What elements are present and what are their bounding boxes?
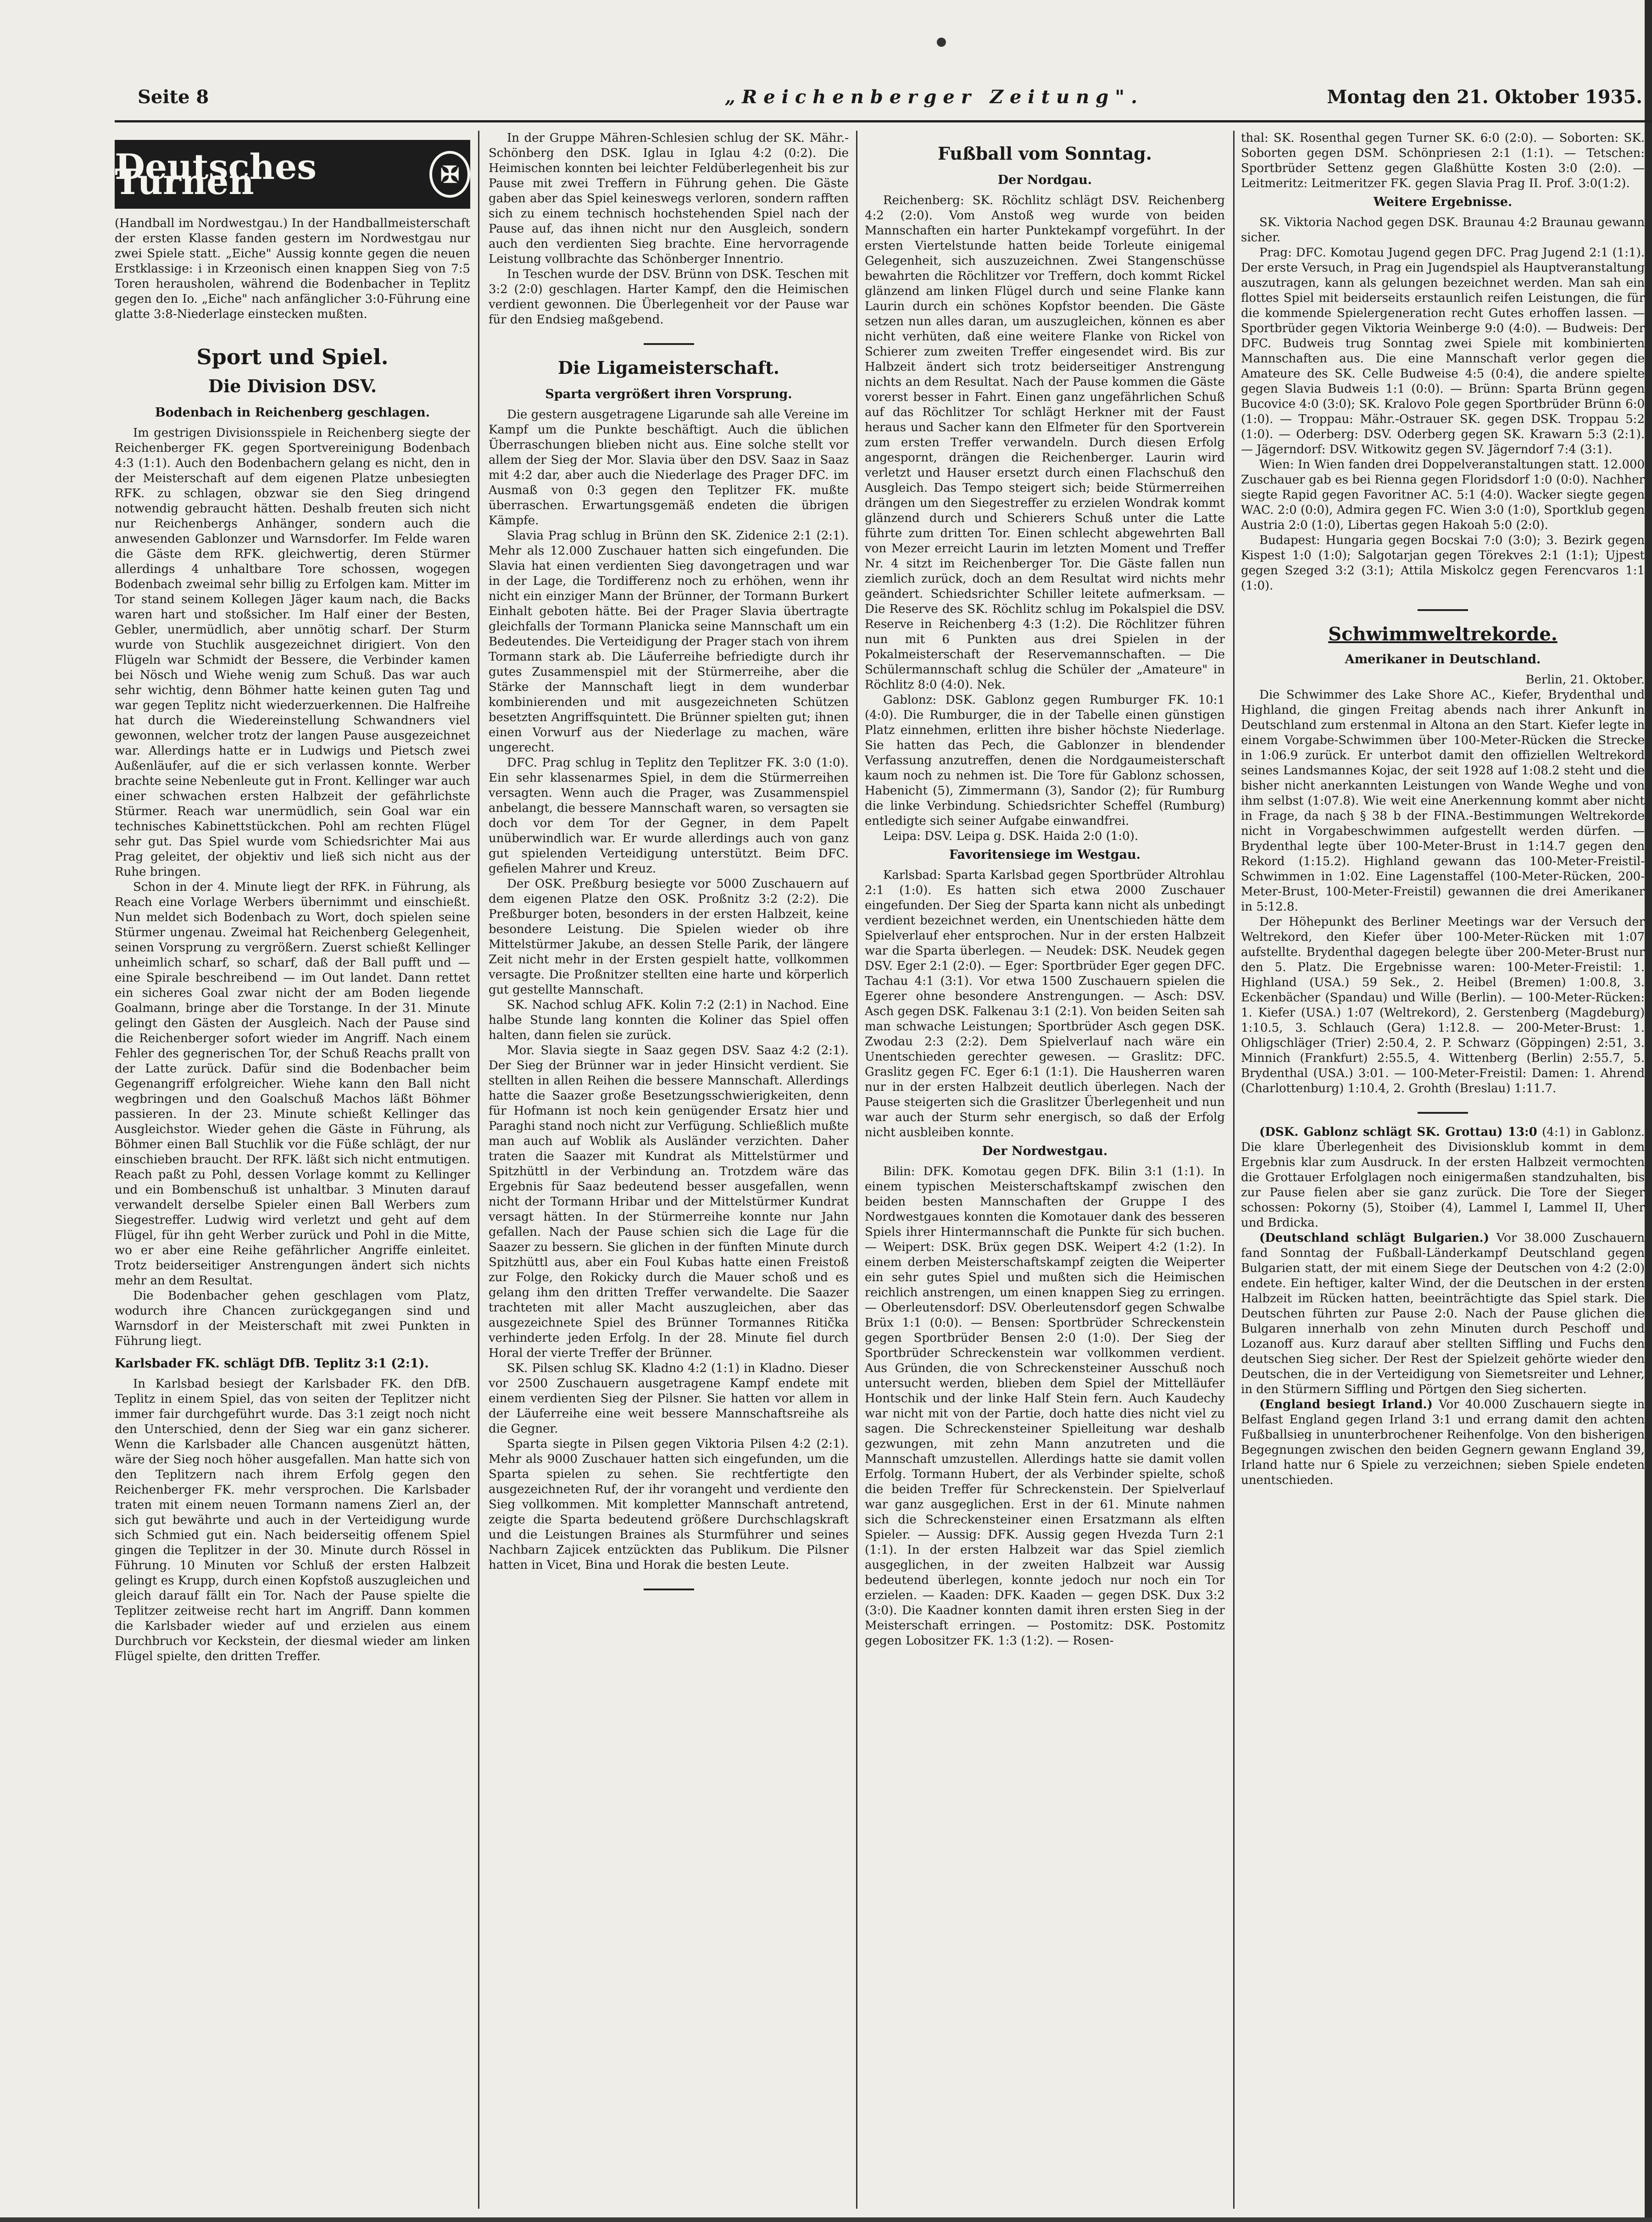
article-paragraph: SK. Nachod schlug AFK. Kolin 7:2 (2:1) in Nachod. Eine halbe Stunde lang konnten die Koliner das Spiel offen halten, dann fielen sie zurück. <box>489 998 849 1042</box>
newspaper-title: „Reichenberger Zeitung". <box>725 86 1144 108</box>
separator-rule <box>644 343 694 345</box>
article-paragraph: Bilin: DFK. Komotau gegen DFK. Bilin 3:1 (1:1). In einem typischen Meisterschaftskampf zwischen den beiden besten Mannschaften der Gruppe I des Nordwestgaues konnten die Komotauer dank des besseren Spiels ihrer Hintermannschaft die Punkte für sich buchen. — Weipert: DSK. Brüx gegen DSK. Weipert 4:2 (1:2). In einem derben Meisterschaftskampf zeigten die Weiperter ein sehr gutes Spiel und mußten sich die Heimischen reichlich anstrengen, um einen knappen Sieg zu erringen. — Oberleutensdorf: DSV. Oberleutensdorf gegen Schwalbe Brüx 1:1 (0:0). — Bensen: Sportbrüder Schreckenstein gegen Sportbrüder Bensen 2:0 (1:0). Der Sieg der Sportbrüder Schreckenstein war vollkommen verdient. Aus Gründen, die von Schreckensteiner Ausschuß noch untersucht werden, blieben dem Spiel der Mittelläufer Hontschik und der linke Half Stein fern. Auch Kaudechy war nicht mit von der Partie, doch hatte dies nicht viel zu sagen. Die Schreckensteiner Spielleitung war deshalb gezwungen, mit zehn Mann anzutreten und die Mannschaft umzustellen. Allerdings hatte sie damit vollen Erfolg. Tormann Hubert, der als Verbinder spielte, schoß die beiden Treffer für Schreckenstein. Der Spielverlauf war ganz ausgeglichen. Erst in der 61. Minute nahmen sich die Schreckensteiner einen Ersatzmann als elften Spieler. — Aussig: DFK. Aussig gegen Hvezda Turn 2:1 (1:1). In der ersten Halbzeit war das Spiel ziemlich ausgeglichen, in der zweiten Halbzeit war Aussig bedeutend überlegen, konnte jedoch nur noch ein Tor erzielen. — Kaaden: DFK. Kaaden — gegen DSK. Dux 3:2 (3:0). Die Kaadner konnten damit ihren ersten Sieg in der Meisterschaft erringen. — Postomitz: DSK. Postomitz gegen Lobositzer FK. 1:3 (1:2). — Rosen- <box>865 1165 1225 1648</box>
masthead-rule <box>115 120 1652 122</box>
article-paragraph: Im gestrigen Divisionsspiele in Reichenberg siegte der Reichenberger FK. gegen Sportvereinigung Bodenbach 4:3 (1:1). Auch den Bodenbachern gelang es nicht, den in der Meisterschaft auf dem eigenen Platze unbesiegten RFK. zu schlagen, obzwar sie den Sieg dringend notwendig gebraucht hätten. Deshalb freuten sich nicht nur Reichenbergs Anhänger, sondern auch die anwesenden Gablonzer und Warnsdorfer. Im Felde waren die Gäste dem RFK. gleichwertig, deren Stürmer allerdings 4 unhaltbare Tore schossen, wogegen Bodenbach zweimal sehr billig zu Erfolgen kam. Mitter im Tor stand seinem Kollegen Jäger kaum nach, die Backs waren hart und stoßsicher. Im Half einer der Besten, Gebler, unermüdlich, aber unnötig scharf. Der Sturm wurde von Stuchlik ausgezeichnet dirigiert. Von den Flügeln war Schmidt der Bessere, die Verbinder kamen bei Nösch und Wiehe wenig zum Schuß. Das war auch sehr wichtig, denn Böhmer hatte keinen guten Tag und war gegen Teplitz nicht wiederzuerkennen. Die Halfreihe hat durch die Wiedereinstellung Schwandners viel gewonnen, welcher trotz der langen Pause ausgezeichnet war. Allerdings hatte er in Ludwigs und Pietsch zwei Außenläufer, auf die er sich verlassen konnte. Werber brachte seine Nebenleute gut in Front. Kellinger war auch einer schwachen ersten Halbzeit der gefährlichste Stürmer. Reach war unermüdlich, sein Goal war ein technisches Kabinettstückchen. Pohl am rechten Flügel sehr gut. Das Spiel wurde vom Schiedsrichter Mai aus Prag geleitet, der objektiv und ließ sich nicht aus der Ruhe bringen. <box>115 426 470 879</box>
column-4 <box>1241 131 1645 2195</box>
separator-rule <box>644 1589 694 1590</box>
column-divider <box>478 131 479 2209</box>
article-paragraph: Budapest: Hungaria gegen Bocskai 7:0 (3:0); 3. Bezirk gegen Kispest 1:0 (1:0); Salgotarjan gegen Törekves 2:1 (1:1); Ujpest gegen Szeged 3:2 (3:1); Attila Miskolcz gegen Ferencvaros 1:1 (1:0). <box>1241 533 1645 593</box>
article-paragraph: Leipa: DSV. Leipa g. DSK. Haida 2:0 (1:0). <box>883 829 1139 843</box>
article-paragraph: In Teschen wurde der DSV. Brünn von DSK. Teschen mit 3:2 (2:0) geschlagen. Harter Kampf, den die Heimischen verdient gewonnen. Die Überlegenheit vor der Pause war für den Endsieg maßgebend. <box>489 267 849 327</box>
article-paragraph: thal: SK. Rosenthal gegen Turner SK. 6:0 (2:0). — Soborten: SK. Soborten gegen DSM. Schönpriesen 2:1 (1:1). — Tetschen: Sportbrüder Settenz gegen Glaßhütte Kosten 3:0 (2:0). — Leitmeritz: Leitmeritzer FK. gegen Slavia Prag II. Prof. 3:0(1:2). <box>1241 131 1645 190</box>
masthead <box>138 86 1642 118</box>
banner-title: Deutsches Turnen <box>115 146 317 202</box>
schwimm-subtitle: Amerikaner in Deutschland. <box>1345 652 1541 667</box>
column-1 <box>115 131 470 2195</box>
division-title: Die Division DSV. <box>208 376 377 396</box>
article-paragraph: Slavia Prag schlug in Brünn den SK. Zidenice 2:1 (2:1). Mehr als 12.000 Zuschauer hatten sich eingefunden. Die Slavia hat einen verdienten Sieg davongetragen und war in der Lage, die Tordifferenz noch zu erhöhen, wenn ihr nicht ein einziger Mann der Brünner, der Tormann Burkert Einhalt geboten hätte. Bei der Prager Slavia übertragte gleichfalls der Tormann Planicka seine Mannschaft um ein Bedeutendes. Die Verteidigung der Prager stach von ihrem Tormann stark ab. Die Läuferreihe befriedigte durch ihr gutes Zusammenspiel mit der Stürmerreihe, aber die Stärke der Mannschaft liegt in dem wunderbar kombinierenden und mit ausgezeichneten Schützen besetzten Angriffsquintett. Die Brünner spielten gut; ihnen einen Vorwurf aus der Niederlage zu machen, wäre ungerecht. <box>489 529 849 755</box>
article-paragraph: Der OSK. Preßburg besiegte vor 5000 Zuschauern auf dem eigenen Platze den OSK. Proßnitz 3:2 (2:2). Die Preßburger boten, besonders in der ersten Halbzeit, keine besondere Leistung. Die Spielen wieder ob ihre Mittelstürmer Jakube, an dessen Stelle Parik, der längere Zeit nicht mehr in der Ersten gespielt hatte, vollkommen versagte. Die Proßnitzer stellten eine harte und körperlich gut gestellte Mannschaft. <box>489 877 849 997</box>
liga-subtitle: Sparta vergrößert ihren Vorsprung. <box>545 387 792 401</box>
article-paragraph: Gablonz: DSK. Gablonz gegen Rumburger FK. 10:1 (4:0). Die Rumburger, die in der Tabelle einen günstigen Platz einnehmen, erlitten ihre bisher höchste Niederlage. Sie hatten das Pech, die Gablonzer in blendender Verfassung anzutreffen, denen die Nordgaumeisterschaft kaum noch zu nehmen ist. Die Tore für Gablonz schossen, Habenicht (5), Zimmermann (3), Sandor (2); für Rumburg die linke Verbindung. Schiedsrichter Scheffel (Rumburg) entledigte sich seiner Aufgabe einwandfrei. <box>865 693 1225 828</box>
article-paragraph: Reichenberg: SK. Röchlitz schlägt DSV. Reichenberg 4:2 (2:0). Vom Anstoß weg wurde von beiden Mannschaften ein harter Punktekampf vorgeführt. In der ersten Viertelstunde hatten beide Torleute einigemal Gelegenheit, sich auszuzeichnen. Zwei Stangenschüsse bewahrten die Röchlitzer vor Treffern, doch kommt Rickel glänzend am linken Flügel durch und seine Flanke kann Laurin durch ein schönes Kopfstor beenden. Die Gäste setzen nun alles daran, um auszugleichen, können es aber nicht verhüten, daß eine weitere Flanke von Rickel von Schierer zum zweiten Treffer eingesendet wird. Bis zur Halbzeit ändert sich trotz beiderseitiger Anstrengung nichts an dem Resultat. Nach der Pause kommen die Gäste vorerst besser in Fahrt. Einen ganz ungefährlichen Schuß auf das Röchlitzer Tor schlägt Herkner mit der Faust heraus und Sacher kann den Elfmeter für den Sportverein zum ersten Treffer verwandeln. Durch diesen Erfolg angespornt, drängen die Reichenberger. Laurin wird verletzt und Hauser ersetzt durch einen Flachschuß den Ausgleich. Das Tempo steigert sich; beide Stürmerreihen drängen um den Siegestreffer zu erzielen Wondrak kommt glänzend durch und Schierers Schuß unter die Latte führte zum dritten Tor. Einen schlecht abgewehrten Ball von Mezer erreicht Laurin im letzten Moment und Treffer Nr. 4 sitzt im Reichenberger Tor. Die Gäste fallen nun ziemlich zurück, doch an dem Resultat wird nichts mehr geändert. Schiedsrichter Schiller leitete aufmerksam. — Die Reserve des SK. Röchlitz schlug im Pokalspiel die DSV. Reserve in Reichenberg 4:3 (1:2). Die Röchlitzer führen nun mit 6 Punkten aus drei Spielen in der Pokalmeisterschaft der Reservemannschaften. — Die Schülermannschaft schlug die Schüler der „Amateure" in Röchlitz 8:0 (4:0). Nek. <box>865 194 1225 692</box>
page-number: Seite 8 <box>138 86 209 108</box>
brief-headline: (Deutschland schlägt Bulgarien.) <box>1259 1231 1490 1245</box>
article-paragraph: Die Bodenbacher gehen geschlagen vom Platz, wodurch ihre Chancen zurückgegangen sind und Warnsdorf in der Meisterschaft mit zwei Punkten in Führung liegt. <box>115 1289 470 1348</box>
turnen-banner <box>115 140 470 209</box>
scan-edge-bottom <box>0 2217 1652 2222</box>
article-paragraph: Sparta siegte in Pilsen gegen Viktoria Pilsen 4:2 (2:1). Mehr als 9000 Zuschauer hatten sich eingefunden, um die Sparta spielen zu sehen. Sie rechtfertigte den ausgezeichneten Ruf, der ihr vorangeht und verdiente den Sieg vollkommen. Mit kompletter Mannschaft antretend, zeigte die Sparta bedeutend größere Durchschlagskraft und die Leistungen Braines als Sturmführer und seines Nachbarn Zajicek entzückten das Publikum. Die Pilsner hatten in Vicet, Bina und Horak die besten Leute. <box>489 1437 849 1572</box>
brief-text: (4:1) in Gablonz. Die klare Überlegenheit des Divisionsklub kommt in dem Ergebnis klar zum Ausdruck. In der ersten Halbzeit vermochten die Grottauer Erfolglagen noch einigermaßen standzuhalten, bis zur Pause fielen aber sie ganz zurück. Die Tore der Sieger schossen: Pokorny (5), Stoiber (4), Lammel I, Lammel II, Uher und Brdicka. <box>1241 1125 1645 1230</box>
weitere-subtitle: Weitere Ergebnisse. <box>1373 195 1513 209</box>
article-paragraph: SK. Pilsen schlug SK. Kladno 4:2 (1:1) in Kladno. Dieser vor 2500 Zuschauern ausgetragene Kampf endete mit einem verdienten Sieg der Pilsner. Sie hatten vor allem in der Läuferreihe eine weit bessere Mannschaftsreihe als die Gegner. <box>489 1361 849 1436</box>
article-paragraph: Karlsbad: Sparta Karlsbad gegen Sportbrüder Altrohlau 2:1 (1:0). Es hatten sich etwa 2000 Zuschauer eingefunden. Der Sieg der Sparta kann nicht als unbedingt verdient bezeichnet werden, ein Unentschieden hätte dem Spielverlauf eher entsprochen. Nur in der ersten Halbzeit war die Sparta überlegen. — Neudek: DSK. Neudek gegen DSV. Eger 2:1 (2:0). — Eger: Sportbrüder Eger gegen DFC. Tachau 4:1 (3:1). Vor etwa 1500 Zuschauern spielen die Egerer ohne besondere Anstrengungen. — Asch: DSV. Asch gegen DSK. Falkenau 3:1 (2:1). Von beiden Seiten sah man schwache Leistungen; Sportbrüder Asch gegen DSK. Zwodau 2:3 (2:2). Dem Spielverlauf nach wäre ein Unentschieden gerechter gewesen. — Graslitz: DFC. Graslitz gegen FC. Eger 6:1 (1:1). Die Hausherren waren nur in der ersten Halbzeit deutlich überlegen. Nach der Pause steigerten sich die Graslitzer Überlegenheit und nun war auch der Sturm sehr energisch, so daß der Erfolg nicht ausbleiben konnte. <box>865 868 1225 1139</box>
separator-rule <box>1418 1112 1468 1114</box>
article-paragraph: Die gestern ausgetragene Ligarunde sah alle Vereine im Kampf um die Punkte beschäftigt. Auch die üblichen Überraschungen blieben nicht aus. Eine solche stellt vor allem der Sieg der Mor. Slavia über den DSV. Saaz in Saaz mit 4:2 dar, aber auch die Niederlage des Prager DFC. im Ausmaß von 0:3 gegen den Teplitzer FK. mußte überraschen. Erwartungsgemäß endeten die übrigen Kämpfe. <box>489 408 849 528</box>
column-2 <box>489 131 849 2195</box>
article-paragraph: Die Schwimmer des Lake Shore AC., Kiefer, Brydenthal und Highland, die gingen Freitag abends nach ihrer Ankunft in Deutschland zum erstenmal in Altona an den Start. Kiefer legte in einem Vorgabe-Schwimmen über 100-Meter-Rücken die Strecke in 1:06.9 zurück. Er unterbot damit den offiziellen Weltrekord seines Landsmannes Kojac, der seit 1928 auf 1:08.2 steht und die bisher nicht anerkannten Leistungen von Wande Weghe und von ihm selbst (1:07.8). Wie weit eine Anerkennung kommt aber nicht in Frage, da nach § 38 b der FINA.-Bestimmungen Weltrekorde nicht in Vorgabeschwimmen aufgestellt werden dürfen. — Brydenthal legte über 100-Meter-Brust in 1:14.7 gegen den Rekord (1:15.2). Highland gewann das 100-Meter-Freistil-Schwimmen in 1:02. Eine Lagenstaffel (100-Meter-Rücken, 200-Meter-Brust, 100-Meter-Freistil) gewannen die drei Amerikaner in 5:12.8. <box>1241 688 1645 914</box>
section-title: Sport und Spiel. <box>196 344 389 369</box>
article-paragraph: In der Gruppe Mähren-Schlesien schlug der SK. Mähr.-Schönberg den DSK. Iglau in Iglau 4:2 (0:2). Die Heimischen konnten bei leichter Feldüberlegenheit bis zur Pause mit zwei Treffern in Führung gehen. Die Gäste gaben aber das Spiel keineswegs verloren, sondern rafften sich zu einem technisch hochstehenden Spiel nach der Pause auf, das ihnen nicht nur den Ausgleich, sondern auch den verdienten Sieg brachte. Eine hervorragende Leistung vollbrachte das Schönberger Innentrio. <box>489 131 849 266</box>
article-paragraph: SK. Viktoria Nachod gegen DSK. Braunau 4:2 Braunau gewann sicher. <box>1241 216 1645 244</box>
punch-hole <box>937 38 946 47</box>
liga-title: Die Ligameisterschaft. <box>557 357 779 378</box>
scan-edge-right <box>1645 0 1652 2222</box>
column-divider <box>856 131 857 2209</box>
dateline: Berlin, 21. Oktober. <box>1525 673 1645 687</box>
separator-rule <box>1418 609 1468 611</box>
article-paragraph: Wien: In Wien fanden drei Doppelveranstaltungen statt. 12.000 Zuschauer gab es bei Rienna gegen Floridsdorf 1:0 (0:0). Nachher siegte Rapid gegen Favoritner AC. 5:1 (4:0). Wacker siegte gegen WAC. 2:0 (0:0), Admira gegen FC. Wien 3:0 (1:0), Sportklub gegen Austria 2:0 (1:0), Libertas gegen Hakoah 5:0 (2:0). <box>1241 458 1645 532</box>
article-paragraph: DFC. Prag schlug in Teplitz den Teplitzer FK. 3:0 (1:0). Ein sehr klassenarmes Spiel, in dem die Stürmerreihen versagten. Wenn auch die Prager, was Zusammenspiel anbelangt, die bessere Mannschaft waren, so versagten sie doch vor dem Tor der Gegner, in dem Papelt unüberwindlich war. Er wurde allerdings auch von ganz gut spielenden Verteidigung unterstützt. Beim DFC. gefielen Mahrer und Kreuz. <box>489 756 849 876</box>
fussball-title: Fußball vom Sonntag. <box>938 143 1152 164</box>
article-paragraph: Schon in der 4. Minute liegt der RFK. in Führung, als Reach eine Vorlage Werbers übernimmt und einschießt. Nun meldet sich Bodenbach zu Wort, doch spielen seine Stürmer ungenau. Zweimal hat Reichenberg Gelegenheit, seinen Vorsprung zu vergrößern. Zuerst schießt Kellinger unheimlich scharf, so scharf, daß der Ball pufft und — eine Spirale beschreibend — im Out landet. Dann rettet ein sicheres Goal zwar nicht der am Boden liegende Goalmann, bringe aber die Torstange. In der 31. Minute gelingt den Gästen der Ausgleich. Nach der Pause sind die Reichenberger sofort wieder im Angriff. Nach einem Fehler des gegnerischen Tor, der Schuß Reachs prallt von der Latte zurück. Dafür sind die Bodenbacher beim Gegenangriff erfolgreicher. Wiehe kann den Ball nicht wegbringen und den Goalschuß Machos läßt Böhmer passieren. In der 23. Minute schießt Kellinger das Ausgleichstor. Wieder gehen die Gäste in Führung, als Böhmer einen Ball Stuchlik vor die Füße schlägt, der nur einschieben braucht. Der RFK. läßt sich nicht entmutigen. Reach paßt zu Pohl, dessen Vorlage kommt zu Kellinger und ein Bombenschuß ist unhaltbar. 3 Minuten darauf verwandelt derselbe Spieler einen Ball Werbers zum Siegestreffer. Ludwig wird verletzt und geht auf dem Flügel, für ihn geht Werber zurück und Pohl in die Mitte, wo er aber eine Reihe gefährlicher Angriffe einleitet. Trotz beiderseitiger Anstrengungen ändert sich nichts mehr an dem Resultat. <box>115 880 470 1288</box>
nordwestgau-subtitle: Der Nordwestgau. <box>982 1144 1108 1158</box>
schwimm-title: Schwimmweltrekorde. <box>1328 623 1557 645</box>
article-paragraph: Mor. Slavia siegte in Saaz gegen DSV. Saaz 4:2 (2:1). Der Sieg der Brünner war in jeder Hinsicht verdient. Sie stellten in allen Reihen die bessere Mannschaft. Allerdings hatte die Saazer große Besetzungsschwierigkeiten, denn für Hofmann ist noch kein genügender Ersatz hier und Paraghi stand noch nicht zur Verfügung. Schließlich mußte man auch auf Woblik als Ausländer verzichten. Daher traten die Saazer mit Kundrat als Mittelstürmer und Spitzhüttl in der Verbindung an. Trotzdem wäre das Ergebnis für Saaz bedeutend besser ausgefallen, wenn nicht der Tormann Hribar und der Mittelstürmer Kundrat versagt hätten. In der Stürmerreihe konnte nur Jahn gefallen. Nach der Pause schien sich die Lage für die Saazer zu bessern. Sie glichen in der fünften Minute durch Spitzhüttl aus, aber ein Foul Kubas hatte einen Freistoß zur Folge, den Rokicky durch die Mauer schoß und es gelang ihm den dritten Treffer verwandelte. Die Saazer trachteten mit aller Macht auszugleichen, aber das ausgezeichnete Spiel des Brünner Tormannes Ritička verhinderte jeden Erfolg. In der 28. Minute fiel durch Horal der vierte Treffer der Brünner. <box>489 1044 849 1360</box>
handball-article: (Handball im Nordwestgau.) In der Handballmeisterschaft der ersten Klasse fanden gestern im Nordwestgau nur zwei Spiele statt. „Eiche" Aussig konnte gegen die neuen Erstklassige: i in Krzeonisch einen knappen Sieg von 7:5 Toren herausholen, während die Bodenbacher in Teplitz gegen den Io. „Eiche" nach anfänglicher 3:0-Führung eine glatte 3:8-Niederlage einstecken mußten. <box>115 217 470 321</box>
issue-date: Montag den 21. Oktober 1935. <box>1327 86 1642 108</box>
column-3 <box>865 131 1225 2195</box>
turner-cross-icon: ✠ <box>429 151 470 198</box>
article-paragraph: Der Höhepunkt des Berliner Meetings war der Versuch der Weltrekord, den Kiefer über 100-Meter-Rücken mit 1:07 aufstellte. Brydenthal dagegen belegte über 200-Meter-Brust nur den 5. Platz. Die Ergebnisse waren: 100-Meter-Freistil: 1. Highland (USA.) 59 Sek., 2. Heibel (Bremen) 1:00.8, 3. Eckenbächer (Spandau) und Wille (Berlin). — 100-Meter-Rücken: 1. Kiefer (USA.) 1:07 (Weltrekord), 2. Gerstenberg (Magdeburg) 1:10.5, 3. Schlauch (Gera) 1:12.8. — 200-Meter-Brust: 1. Ohligschläger (Trier) 2:50.4, 2. P. Schwarz (Göppingen) 2:51, 3. Minnich (Frankfurt) 2:55.5, 4. Wittenberg (Berlin) 2:55.7, 5. Brydenthal (USA.) 3:01. — 100-Meter-Freistil: Damen: 1. Ahrend (Charlottenburg) 1:10.4, 2. Grohth (Breslau) 1:11.7. <box>1241 915 1645 1095</box>
brief-text: Vor 38.000 Zuschauern fand Sonntag der Fußball-Länderkampf Deutschland gegen Bulgarien statt, der mit einem Siege der Deutschen von 4:2 (2:0) endete. Ein heftiger, kalter Wind, der die Deutschen in der ersten Halbzeit im Rücken hatten, beeinträchtigte das Spiel stark. Die Deutschen führten zur Pause 2:0. Nach der Pause glichen die Bulgaren innerhalb von zehn Minuten durch Peschoff und Lozanoff aus. Kurz darauf aber stellten Siffling und Fuchs den deutschen Sieg sicher. Der Rest der Spielzeit gehörte wieder den Deutschen, die in der Verteidigung von Siemetsreiter und Lehner, in den Stürmern Siffling und Pörtgen den Sieg sicherten. <box>1241 1231 1645 1396</box>
brief-headline: (England besiegt Irland.) <box>1259 1398 1433 1411</box>
article-headline: Bodenbach in Reichenberg geschlagen. <box>155 406 430 420</box>
article-paragraph: In Karlsbad besiegt der Karlsbader FK. den DfB. Teplitz in einem Spiel, das von seiten der Teplitzer nicht immer fair durchgeführt wurde. Das 3:1 zeigt noch nicht den Unterschied, denn der Sieg war ein ganz sicherer. Wenn die Karlsbader alle Chancen ausgenützt hätten, wäre der Sieg noch höher ausgefallen. Man hatte sich von den Teplitzern nach ihrem Erfolg gegen den Reichenberger FK. mehr versprochen. Die Karlsbader traten mit einem neuen Tormann namens Zierl an, der sich gut bewährte und auch in der Verteidigung wurde sich Schmied gut ein. Nach beiderseitig offenem Spiel gingen die Teplitzer in der 30. Minute durch Rössel in Führung. 10 Minuten vor Schluß der ersten Halbzeit gelingt es Krupp, durch einen Kopfstoß auszugleichen und gleich darauf fällt ein Tor. Nach der Pause spielte die Teplitzer zeitweise recht hart im Angriff. Dann kommen die Karlsbader wieder auf und erzielen aus einem Durchbruch vor Keckstein, der diesmal wieder am linken Flügel spielte, den dritten Treffer. <box>115 1377 470 1663</box>
nordgau-subtitle: Der Nordgau. <box>997 173 1092 187</box>
brief-text: Vor 40.000 Zuschauern siegte in Belfast England gegen Irland 3:1 und errang damit den achten Fußballsieg in ununterbrochener Reihenfolge. Von den bisherigen Begegnungen zwischen den beiden Gegnern gewann England 39, Irland hatte nur 6 Spiele zu verzeichnen; sieben Spiele endeten unentschieden. <box>1241 1398 1645 1487</box>
article-paragraph: Prag: DFC. Komotau Jugend gegen DFC. Prag Jugend 2:1 (1:1). Der erste Versuch, in Prag ein Jugendspiel als Hauptveranstaltung auszutragen, kann als gelungen bezeichnet werden. Man sah ein flottes Spiel mit beiderseits erstaunlich reifen Leistungen, die für die kommende Spielergeneration recht Gutes erhoffen lassen. — Sportbrüder gegen Viktoria Weinberge 9:0 (4:0). — Budweis: Der DFC. Budweis trug Sonntag zwei Spiele mit kombinierten Mannschaften aus. Die eine Mannschaft verlor gegen die Amateure des SK. Celle Budweise 4:5 (0:4), die andere spielte gegen Slavia Budweis 1:1 (0:0). — Brünn: Sparta Brünn gegen Bucovice 4:0 (3:0); SK. Kralovo Pole gegen Sportbrüder Brünn 6:0 (1:0). — Troppau: Mähr.-Ostrauer SK. gegen DSK. Troppau 5:2 (1:0). — Oderberg: DSV. Oderberg gegen SK. Krawarn 5:3 (2:1). — Jägerndorf: DSV. Witkowitz gegen SV. Jägerndorf 7:4 (3:1). <box>1241 246 1645 456</box>
article-headline: Karlsbader FK. schlägt DfB. Teplitz 3:1 (2:1). <box>115 1356 429 1371</box>
column-divider <box>1233 131 1235 2209</box>
westgau-subtitle: Favoritensiege im Westgau. <box>949 848 1141 862</box>
brief-headline: (DSK. Gablonz schlägt SK. Grottau) 13:0 <box>1259 1125 1537 1139</box>
